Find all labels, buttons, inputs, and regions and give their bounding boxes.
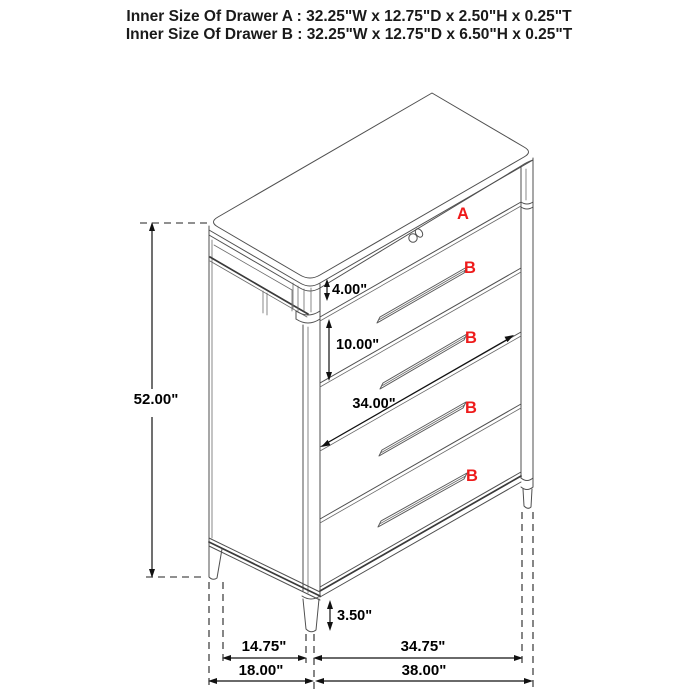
label-drawer-b3: B <box>465 399 477 417</box>
dim-label-overall-depth: 18.00" <box>238 662 284 679</box>
label-drawer-b2: B <box>465 329 477 347</box>
header-line-2: Inner Size Of Drawer B : 32.25"W x 12.75"D x 6.50"H x 0.25"T <box>125 26 573 43</box>
front-left-leg <box>303 599 319 632</box>
label-drawer-b1: B <box>464 259 476 277</box>
dim-width-between-legs <box>313 638 523 661</box>
dim-leg-height <box>327 600 372 631</box>
header <box>126 8 573 43</box>
dim-label-drawer-a-height: 4.00" <box>332 282 368 298</box>
label-drawer-a: A <box>457 205 469 223</box>
dim-label-overall-width: 38.00" <box>401 662 447 679</box>
label-drawer-b4: B <box>466 467 478 485</box>
dim-overall-width <box>315 662 533 684</box>
dim-label-leg-height: 3.50" <box>337 608 373 624</box>
front-face <box>318 164 533 598</box>
dim-label-overall-height: 52.00" <box>133 391 179 408</box>
dim-label-depth-between-legs: 14.75" <box>241 638 287 655</box>
dim-label-width-between-legs: 34.75" <box>400 638 446 655</box>
dim-label-front-width: 34.00" <box>352 396 396 412</box>
chest-drawing <box>209 93 533 632</box>
dim-label-drawer-b-height: 10.00" <box>336 337 380 353</box>
dim-overall-height <box>134 222 207 578</box>
dim-overall-depth <box>208 662 314 684</box>
dim-depth-between-legs <box>222 638 307 661</box>
header-line-1: Inner Size Of Drawer A : 32.25"W x 12.75"D x 2.50"H x 0.25"T <box>126 8 572 25</box>
